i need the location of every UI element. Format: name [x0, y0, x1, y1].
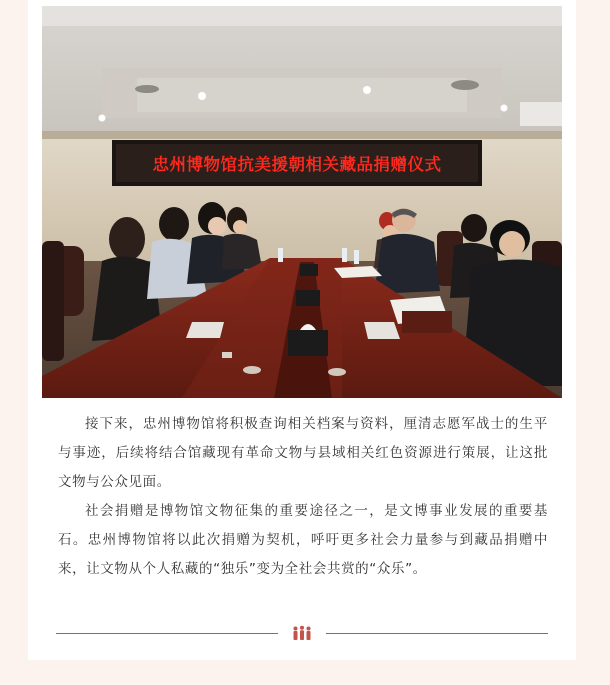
article-paragraph: 接下来，忠州博物馆将积极查询相关档案与资料，厘清志愿军战士的生平与事迹，后续将结合馆藏现有革命文物与县域相关红色资源进行策展，让这批文物与公众见面。 [58, 416, 548, 490]
ceiling-light [363, 86, 371, 94]
ceiling-vent [135, 85, 159, 93]
ceiling-vent [451, 80, 479, 90]
ceremony-photo [42, 6, 562, 398]
water-bottle [354, 250, 359, 264]
three-figures-icon [292, 625, 312, 645]
tissue-box [296, 290, 320, 306]
chair [42, 241, 64, 361]
divider-line [326, 633, 548, 634]
led-banner-text: 忠州博物馆抗美援朝相关藏品捐赠仪式 [152, 155, 442, 174]
tissue-box [288, 330, 328, 356]
section-divider [56, 624, 548, 644]
ceiling-light [198, 92, 206, 100]
ceremony-photo-illustration [42, 6, 562, 398]
tissue-box [300, 264, 318, 276]
paper [186, 322, 224, 338]
ceiling-light [99, 115, 106, 122]
article-card [28, 0, 576, 660]
air-conditioner [520, 102, 562, 126]
ceiling-light [501, 105, 508, 112]
paper [364, 322, 400, 339]
certificate [402, 311, 452, 333]
article-paragraph: 社会捐赠是博物馆文物征集的重要途径之一，是文博事业发展的重要基石。忠州博物馆将以此次捐赠为契机，呼吁更多社会力量参与到藏品捐赠中来，让文物从个人私藏的“独乐”变为全社会共赏的“众乐”。 [58, 503, 548, 577]
divider-line [56, 633, 278, 634]
water-bottle [342, 248, 347, 262]
water-bottle [278, 248, 283, 262]
article-body [58, 410, 548, 584]
person [109, 217, 145, 261]
